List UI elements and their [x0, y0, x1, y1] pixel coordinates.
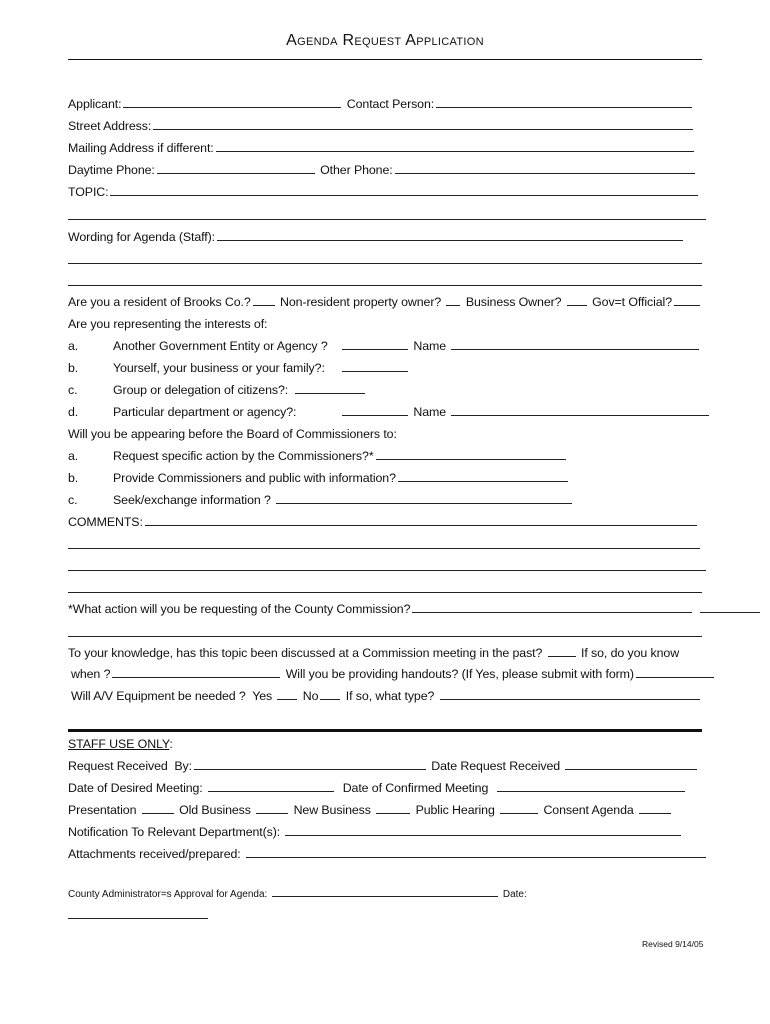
notification-field[interactable]	[285, 824, 681, 836]
applicant-row	[68, 96, 694, 112]
approval-date-field[interactable]	[68, 918, 208, 919]
new-business-field[interactable]	[376, 802, 410, 814]
mailing-address-label: Mailing Address if different:	[68, 141, 214, 155]
contact-person-label: Contact Person:	[346, 97, 435, 111]
nonresident-field[interactable]	[446, 294, 460, 306]
handouts-label: Will you be providing handouts? (If Yes, please submit with form)	[285, 667, 634, 681]
if-so-label: If so, do you know	[581, 646, 680, 660]
approval-date-label: Date:	[502, 889, 527, 900]
item-text: Group or delegation of citizens?:	[113, 383, 289, 397]
when-label: when ?	[71, 667, 111, 681]
mailing-address-field[interactable]	[216, 140, 694, 152]
applicant-label: Applicant:	[68, 97, 122, 111]
name-label: Name	[413, 339, 446, 353]
item-text: Yourself, your business or your family?:	[113, 361, 325, 375]
received-row	[68, 758, 699, 774]
meeting-dates-row	[68, 780, 687, 796]
when-row	[71, 666, 716, 682]
comments-field[interactable]	[145, 514, 697, 526]
representing-item-c	[68, 382, 367, 398]
attachments-field[interactable]	[246, 846, 706, 858]
phone-row	[68, 162, 697, 178]
action-field-extra[interactable]	[700, 601, 760, 613]
wording-label: Wording for Agenda (Staff):	[68, 230, 215, 244]
representing-item-a	[68, 338, 701, 354]
representing-c-field[interactable]	[295, 382, 365, 394]
discussed-question: To your knowledge, has this topic been discussed at a Commission meeting in the past?	[68, 646, 543, 660]
desired-meeting-label: Date of Desired Meeting:	[68, 781, 203, 795]
wording-field[interactable]	[217, 229, 683, 241]
representing-d-field[interactable]	[342, 404, 408, 416]
confirmed-meeting-field[interactable]	[497, 780, 685, 792]
presentation-field[interactable]	[142, 802, 174, 814]
action-question: *What action will you be requesting of the County Commission?	[68, 602, 411, 616]
representing-a-name-field[interactable]	[451, 338, 699, 350]
daytime-phone-label: Daytime Phone:	[68, 163, 155, 177]
item-text: Particular department or agency?:	[113, 405, 297, 419]
no-label: No	[302, 689, 319, 703]
nonresident-label: Non-resident property owner?	[280, 295, 442, 309]
resident-field[interactable]	[253, 294, 275, 306]
business-owner-label: Business Owner?	[465, 295, 562, 309]
topic-row	[68, 184, 700, 200]
item-text: Provide Commissioners and public with information?	[113, 471, 396, 485]
public-hearing-label: Public Hearing	[415, 803, 495, 817]
action-field[interactable]	[412, 601, 692, 613]
approval-signature-field[interactable]	[272, 886, 498, 897]
confirmed-meeting-label: Date of Confirmed Meeting	[342, 781, 489, 795]
date-received-field[interactable]	[565, 758, 697, 770]
comments-field-line-2[interactable]	[68, 548, 700, 549]
item-letter: b.	[68, 361, 79, 375]
revised-date: Revised 9/14/05	[642, 939, 704, 949]
staff-heading-row: STAFF USE ONLY:	[68, 737, 173, 751]
item-letter: a.	[68, 339, 79, 353]
appearing-question: Will you be appearing before the Board of Commissioners to:	[68, 427, 397, 441]
notification-label: Notification To Relevant Department(s):	[68, 825, 281, 839]
resident-row	[68, 294, 702, 310]
representing-item-d	[68, 404, 711, 420]
street-address-row	[68, 118, 695, 134]
appearing-b-field[interactable]	[398, 470, 568, 482]
mailing-address-row	[68, 140, 696, 156]
av-row	[71, 688, 702, 704]
wording-row	[68, 229, 685, 245]
official-label: Gov=t Official?	[592, 295, 673, 309]
form-title: Agenda Request Application	[286, 32, 484, 49]
business-owner-field[interactable]	[567, 294, 587, 306]
topic-label: TOPIC:	[68, 185, 109, 199]
attachments-row	[68, 846, 708, 862]
other-phone-label: Other Phone:	[320, 163, 393, 177]
category-row	[68, 802, 673, 818]
item-text: Seek/exchange information ?	[113, 493, 271, 507]
wording-field-line-3[interactable]	[68, 285, 702, 286]
appearing-c-field[interactable]	[276, 492, 572, 504]
street-address-label: Street Address:	[68, 119, 152, 133]
comments-label: COMMENTS:	[68, 515, 143, 529]
old-business-label: Old Business	[179, 803, 251, 817]
section-divider	[68, 729, 702, 732]
item-letter: b.	[68, 471, 79, 485]
received-by-field[interactable]	[194, 758, 426, 770]
official-field[interactable]	[674, 294, 700, 306]
action-field-line-2[interactable]	[68, 636, 702, 637]
appearing-item-a	[68, 448, 568, 464]
received-by-label: Request Received By:	[68, 759, 192, 773]
contact-person-field[interactable]	[436, 96, 692, 108]
desired-meeting-field[interactable]	[208, 780, 334, 792]
discussed-field[interactable]	[548, 645, 576, 657]
other-phone-field[interactable]	[395, 162, 695, 174]
daytime-phone-field[interactable]	[157, 162, 315, 174]
representing-a-field[interactable]	[342, 338, 408, 350]
appearing-item-b	[68, 470, 570, 486]
when-field[interactable]	[112, 666, 280, 678]
appearing-item-c	[68, 492, 574, 508]
av-no-field[interactable]	[320, 688, 340, 700]
date-received-label: Date Request Received	[431, 759, 561, 773]
item-letter: a.	[68, 449, 79, 463]
comments-field-line-4[interactable]	[68, 592, 702, 593]
applicant-field[interactable]	[123, 96, 341, 108]
yes-label: Yes	[252, 689, 273, 703]
approval-label: County Administrator=s Approval for Agenda:	[68, 889, 268, 900]
representing-b-field[interactable]	[342, 360, 408, 372]
title-rule	[68, 59, 702, 60]
name-label: Name	[413, 405, 446, 419]
topic-field-line-2[interactable]	[68, 219, 706, 220]
notification-row	[68, 824, 683, 840]
old-business-field[interactable]	[256, 802, 288, 814]
public-hearing-field[interactable]	[500, 802, 538, 814]
representing-question: Are you representing the interests of:	[68, 317, 268, 331]
consent-agenda-label: Consent Agenda	[543, 803, 634, 817]
presentation-label: Presentation	[68, 803, 137, 817]
item-text: Request specific action by the Commissioners?*	[113, 449, 374, 463]
type-label: If so, what type?	[345, 689, 435, 703]
item-letter: d.	[68, 405, 79, 419]
new-business-label: New Business	[293, 803, 371, 817]
attachments-label: Attachments received/prepared:	[68, 847, 241, 861]
appearing-a-field[interactable]	[376, 448, 566, 460]
representing-d-name-field[interactable]	[451, 404, 709, 416]
discussed-row	[68, 645, 679, 661]
item-letter: c.	[68, 383, 78, 397]
av-type-field[interactable]	[440, 688, 700, 700]
topic-field[interactable]	[110, 184, 698, 196]
item-letter: c.	[68, 493, 78, 507]
av-question: Will A/V Equipment be needed ?	[71, 689, 246, 703]
av-yes-field[interactable]	[277, 688, 297, 700]
comments-field-line-3[interactable]	[68, 570, 706, 571]
comments-row	[68, 514, 699, 530]
approval-row	[68, 886, 527, 902]
handouts-field[interactable]	[636, 666, 714, 678]
representing-item-b	[68, 360, 410, 376]
resident-label: Are you a resident of Brooks Co.?	[68, 295, 251, 309]
staff-use-heading: STAFF USE ONLY	[68, 737, 170, 751]
wording-field-line-2[interactable]	[68, 263, 702, 264]
consent-agenda-field[interactable]	[639, 802, 671, 814]
item-text: Another Government Entity or Agency ?	[113, 339, 328, 353]
street-address-field[interactable]	[153, 118, 693, 130]
action-row	[68, 601, 762, 617]
